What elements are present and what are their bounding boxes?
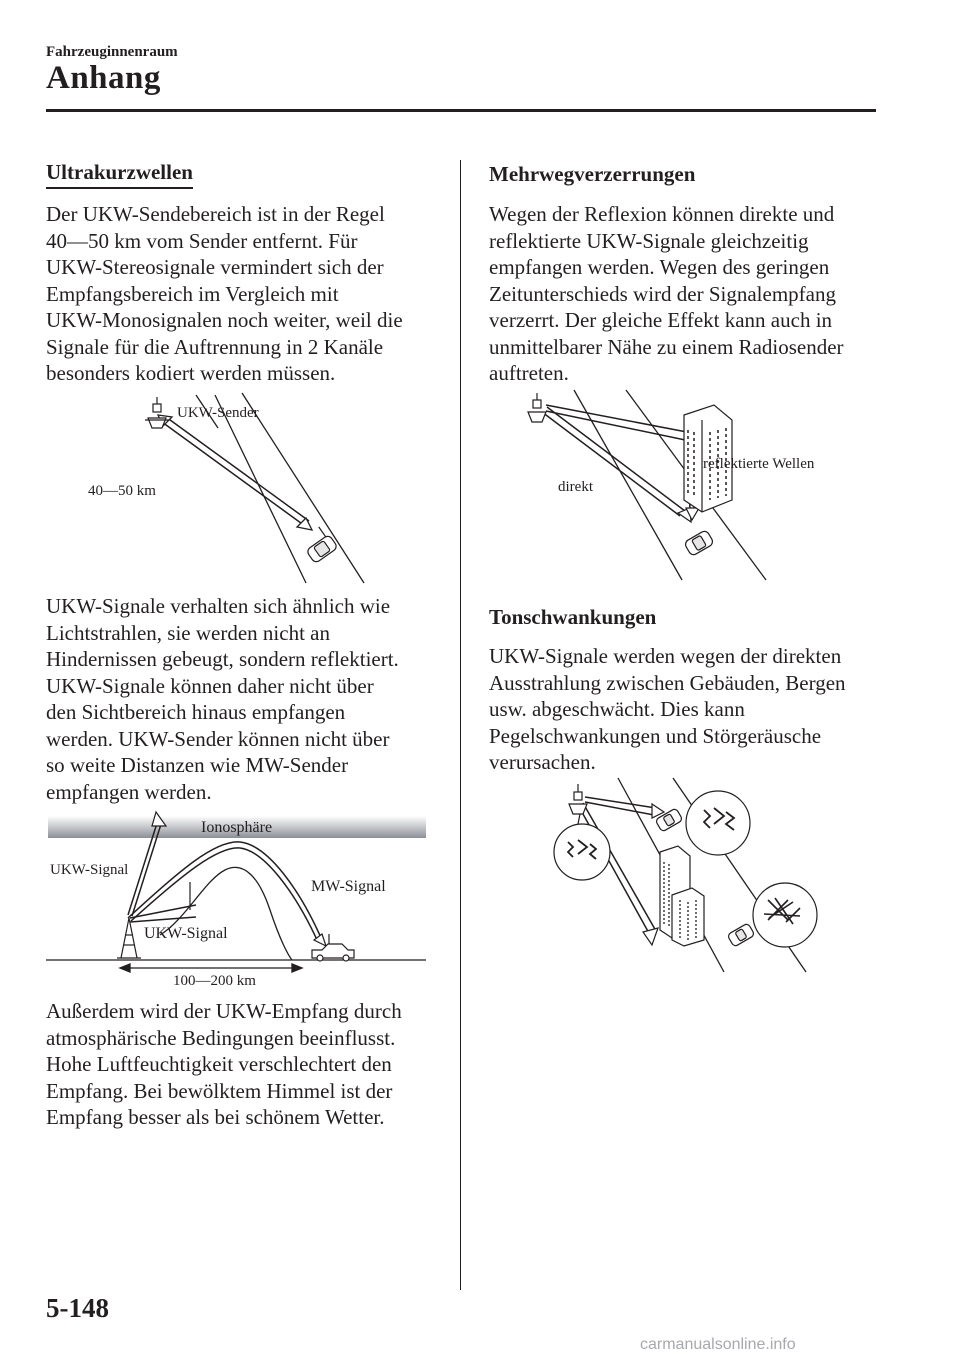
text-line: Hindernissen gebeugt, sondern reflektiert. <box>46 647 399 671</box>
text-line: Der UKW-Sendebereich ist in der Regel <box>46 202 385 226</box>
section-label: Fahrzeuginnenraum <box>46 44 178 60</box>
text-line: den Sichtbereich hinaus empfangen <box>46 700 346 724</box>
label-distance-40-50: 40―50 km <box>88 483 156 499</box>
label-ukw-signal-top: UKW-Signal <box>50 862 129 878</box>
noise-bubble-left <box>554 814 610 880</box>
text-line: Hohe Luftfeuchtigkeit verschlechtert den <box>46 1052 392 1076</box>
text-line: Empfang besser als bei schönem Wetter. <box>46 1105 385 1129</box>
heading-ultrakurzwellen: Ultrakurzwellen <box>46 160 193 189</box>
label-ionosphere: Ionosphäre <box>201 819 273 836</box>
text-line: Zeitunterschieds wird der Signalempfang <box>489 281 836 306</box>
label-ukw-sender: UKW-Sender <box>177 405 259 421</box>
page-number: 5-148 <box>46 1293 109 1323</box>
watermark: carmanualsonline.info <box>640 1336 796 1353</box>
text-line: Empfangsbereich im Vergleich mit <box>46 281 339 306</box>
label-mw-signal: MW-Signal <box>311 878 386 895</box>
text-line: Empfang. Bei bewölktem Himmel ist der <box>46 1078 393 1103</box>
label-reflected-waves: reflektierte Wellen <box>703 456 815 472</box>
text-line: Pegelschwankungen und Störgeräusche <box>489 723 822 748</box>
tower-icon <box>569 784 587 814</box>
label-distance-100-200: 100―200 km <box>173 973 256 989</box>
text-line: Ausstrahlung zwischen Gebäuden, Bergen <box>489 670 846 695</box>
text-line: UKW-Stereosignale vermindert sich der <box>46 255 384 279</box>
text-line: Signale für die Auftrennung in 2 Kanäle <box>46 334 384 359</box>
text-line: UKW-Monosignalen noch weiter, weil die <box>46 308 403 332</box>
text-line: Außerdem wird der UKW-Empfang durch <box>46 999 402 1023</box>
car-icon <box>727 923 755 947</box>
text-line: UKW-Signale werden wegen der direkten <box>489 644 842 668</box>
text-line: unmittelbarer Nähe zu einem Radiosender <box>489 334 844 359</box>
buildings-icon <box>660 846 704 946</box>
heading-mehrwegverzerrungen: Mehrwegverzerrungen <box>489 162 696 186</box>
text-line: empfangen werden. <box>46 779 212 804</box>
noise-bubble-top <box>686 791 750 855</box>
text-line: reflektierte UKW-Signale gleichzeitig <box>489 228 809 253</box>
text-line: atmosphärische Bedingungen beeinflusst. <box>46 1025 396 1050</box>
label-ukw-signal-bottom: UKW-Signal <box>144 925 228 942</box>
chapter-title: Anhang <box>46 60 161 96</box>
text-line: verursachen. <box>489 750 596 774</box>
text-line: so weite Distanzen wie MW-Sender <box>46 753 349 777</box>
text-line: besonders kodiert werden müssen. <box>46 361 336 385</box>
text-line: werden. UKW-Sender können nicht über <box>46 726 390 751</box>
label-direct: direkt <box>558 479 593 495</box>
text-line: verzerrt. Der gleiche Effekt kann auch in <box>489 308 833 332</box>
text-line: usw. abgeschwächt. Dies kann <box>489 697 745 721</box>
text-line: empfangen werden. Wegen des geringen <box>489 255 830 279</box>
heading-tonschwankungen: Tonschwankungen <box>489 605 657 629</box>
text-line: UKW-Signale können daher nicht über <box>46 673 374 698</box>
text-line: Lichtstrahlen, sie werden nicht an <box>46 620 330 645</box>
text-line: auftreten. <box>489 361 569 385</box>
text-line: 40―50 km vom Sender entfernt. Für <box>46 228 358 253</box>
noise-bubble-bottom <box>753 883 817 947</box>
text-line: Wegen der Reflexion können direkte und <box>489 202 835 226</box>
text-line: UKW-Signale verhalten sich ähnlich wie <box>46 594 391 618</box>
